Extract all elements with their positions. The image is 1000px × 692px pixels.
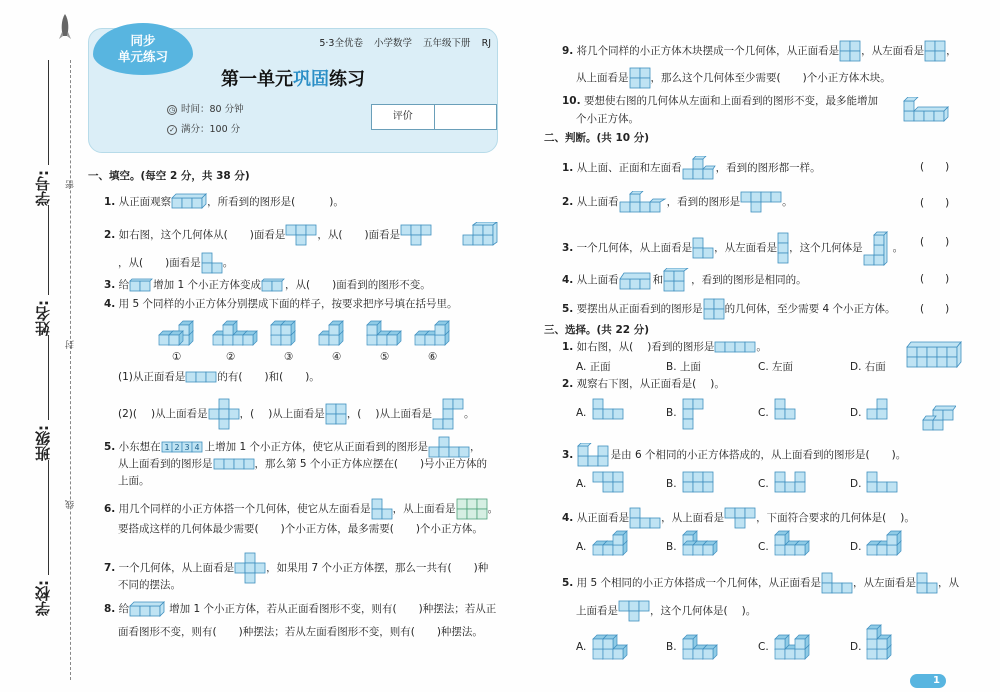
question-text: )从上面看是: [268, 408, 325, 420]
question-text: 。: [487, 503, 499, 515]
judge-5-answer[interactable]: ( ): [920, 303, 950, 315]
q4-figure-label: ④: [332, 351, 342, 363]
question-4-part-2: [118, 398, 475, 430]
choice-4-option-3[interactable]: D.: [850, 541, 862, 553]
score-text: 满分：100 分: [181, 124, 241, 135]
grade-value[interactable]: [435, 105, 497, 129]
cube-figure: [863, 230, 893, 266]
title-part: 第一单元: [221, 69, 293, 90]
question-4: [104, 297, 458, 311]
cube-figure: [577, 443, 611, 467]
q4-figure-label: ①: [172, 351, 182, 363]
option-figure: [592, 530, 628, 559]
question-text: )个小正方体。: [415, 523, 483, 535]
question-text: ，: [946, 45, 957, 57]
question-text: ，从上面看是: [392, 503, 456, 515]
clock-icon: ◷: [168, 105, 176, 114]
choice-1-d[interactable]: D. 右面: [850, 361, 886, 373]
cube-figure: [619, 191, 667, 213]
question-text: )。: [329, 196, 344, 208]
view-grid: [432, 398, 464, 430]
choice-3: [562, 443, 906, 467]
view-grid: [428, 436, 470, 458]
judge-4-answer[interactable]: ( ): [920, 273, 950, 285]
question-text: )个小正方体木块。: [802, 72, 891, 84]
question-text: 增加 1 个小正方体，若从正面看图形不变，则有(: [169, 603, 397, 615]
choice-3-option-1[interactable]: B.: [666, 478, 677, 490]
cube-figure: [619, 270, 653, 290]
question-text: ，那么这个几何体至少需要(: [650, 72, 781, 84]
question-text: ，从(: [118, 257, 144, 269]
question-text: 。: [782, 196, 793, 208]
option-figure: [774, 471, 806, 496]
choice-4: [562, 507, 915, 529]
page-title: [89, 65, 497, 91]
q4-figure-label: ②: [226, 351, 236, 363]
question-text: ，所看到的图形是(: [207, 196, 296, 208]
question-text: 用 5 个相同的小正方体搭成一个几何体，从正面看是: [576, 577, 821, 589]
question-text: ，这个几何体是: [789, 242, 863, 254]
question-number: 5.: [104, 441, 116, 453]
choice-4-option-1[interactable]: B.: [666, 541, 677, 553]
view-grid: [618, 600, 650, 622]
cube-number: 3: [184, 443, 190, 452]
grade-label: 评价: [372, 105, 435, 129]
view-grid: [201, 252, 223, 274]
question-6-cont: [118, 522, 483, 536]
question-2: [104, 224, 432, 246]
option-figure: [774, 398, 796, 423]
grade-box: [371, 104, 497, 130]
question-text: ，下面符合要求的几何体是(: [756, 512, 887, 524]
view-grid: [325, 403, 347, 425]
choice-5-option-2[interactable]: C.: [758, 641, 769, 653]
question-text: )。: [900, 512, 915, 524]
choice-4-option-0[interactable]: A.: [576, 541, 587, 553]
view-grid: [924, 40, 946, 62]
figure-q2: [462, 222, 500, 248]
choice-2-option-1[interactable]: B.: [666, 407, 677, 419]
question-text: 上面看是: [576, 605, 618, 617]
q4-figure-label: ⑤: [380, 351, 390, 363]
cube-figure: [129, 601, 169, 617]
binding-strip: [0, 0, 80, 692]
option-figure: [682, 634, 718, 663]
view-grid: [821, 572, 853, 594]
judge-4: [562, 268, 807, 292]
question-text: ，从(: [285, 279, 311, 291]
question-text: 给: [118, 603, 130, 615]
title-highlight: 巩固: [293, 69, 329, 90]
question-number: 2.: [562, 378, 574, 390]
question-text: 。: [222, 257, 234, 269]
question-9-cont: [576, 67, 891, 89]
question-text: 一个几何体，从上面看是: [118, 562, 235, 574]
question-text: )种摆法；若从正: [418, 603, 497, 615]
question-text: )从上面看是: [150, 408, 208, 420]
question-text: )面看是: [364, 229, 401, 241]
question-number: 3.: [562, 242, 574, 254]
question-text: )和(: [264, 371, 284, 383]
option-figure: [866, 398, 888, 423]
field-line: [48, 205, 49, 295]
choice-5-option-3[interactable]: D.: [850, 641, 862, 653]
question-text: 。: [464, 408, 475, 420]
book-edition: RJ: [481, 38, 491, 49]
cube-figure: [129, 278, 153, 292]
q4-figure: [212, 320, 258, 349]
question-text: )种摆法；若从左面看图形不变，则有(: [238, 626, 415, 638]
figure-choice-1: [906, 340, 964, 370]
choice-1: [562, 340, 767, 354]
option-figure: [866, 471, 898, 496]
question-text: 上增加 1 个小正方体，使它从正面看到的图形是: [204, 441, 428, 453]
question-text: 如右图，从(: [576, 341, 634, 353]
question-text: 面看图形不变，则有(: [118, 626, 217, 638]
question-number: 4.: [562, 274, 574, 286]
field-class: 班级:: [34, 425, 52, 461]
question-text: 从上面看: [576, 274, 619, 286]
choice-5-option-0[interactable]: A.: [576, 641, 587, 653]
badge-line: 单元练习: [117, 49, 168, 64]
question-text: 将几个同样的小正方体木块摆成一个几何体，从正面看是: [576, 45, 840, 57]
choice-1-a[interactable]: A. 正面: [576, 361, 611, 373]
check-icon: ✓: [167, 125, 177, 135]
time-text: 时间：80 分钟: [181, 104, 244, 115]
question-text: 一个几何体，从上面看是: [576, 242, 693, 254]
question-text: ，从: [938, 577, 959, 589]
question-number: 5.: [562, 303, 574, 315]
view-grid: [692, 237, 714, 259]
view-grid: [629, 67, 651, 89]
field-line: [48, 60, 49, 165]
view-grid: [285, 224, 317, 246]
view-grid: [777, 232, 789, 264]
question-text: ，从左面看是: [714, 242, 778, 254]
q4-figure-label: ⑥: [428, 351, 438, 363]
question-text: 从上面看是: [576, 72, 629, 84]
option-figure: [682, 398, 704, 433]
option-figure: [774, 530, 810, 559]
question-text: 用 5 个同样的小正方体分别摆成下面的样子，按要求把序号填在括号里。: [118, 298, 458, 310]
question-text: )种摆法。: [436, 626, 483, 638]
question-number: 4.: [104, 298, 116, 310]
option-figure: [866, 624, 892, 663]
question-3: [104, 278, 431, 292]
question-text: 和: [652, 274, 664, 286]
q4-figure-label: ③: [284, 351, 294, 363]
choice-2-option-3[interactable]: D.: [850, 407, 862, 419]
question-text: 用几个同样的小正方体搭一个几何体，使它从左面看是: [118, 503, 371, 515]
question-text: ，看到的图形都一样。: [715, 162, 821, 174]
figure-q10: [903, 97, 955, 125]
question-number: 1.: [104, 196, 116, 208]
view-grid: [208, 398, 240, 430]
question-text: ，(: [346, 408, 362, 420]
question-text: 如右图，这个几何体从(: [118, 229, 228, 241]
time-limit: [167, 101, 244, 115]
question-text: )。: [305, 371, 320, 383]
question-7-cont: 不同的摆法。: [118, 579, 181, 591]
option-figure: [682, 471, 714, 496]
q4-figure: [366, 320, 412, 349]
field-line: [48, 460, 49, 575]
cube-figure: [682, 156, 716, 180]
question-text: 从上面、正面和左面看: [576, 162, 682, 174]
question-text: 从上面看到的图形是: [118, 458, 213, 470]
choice-3-option-0[interactable]: A.: [576, 478, 587, 490]
view-grid: [916, 572, 938, 594]
full-score: [167, 121, 240, 135]
question-8: [104, 601, 496, 617]
field-student-no: 学号:: [34, 170, 52, 206]
question-number: 6.: [104, 503, 116, 515]
view-grid: [234, 552, 266, 584]
rocket-icon: [58, 14, 72, 42]
question-10-cont: 个小正方体。: [576, 113, 639, 125]
choice-2-option-2[interactable]: C.: [758, 407, 769, 419]
q4-figure: [414, 320, 460, 349]
cut-line: [70, 60, 71, 680]
q4-figure: [270, 320, 316, 349]
question-number: 1.: [562, 341, 574, 353]
q4-figure: [318, 320, 364, 349]
option-figure: [866, 530, 902, 559]
field-name: 姓名:: [34, 300, 52, 336]
worksheet-header: [88, 28, 498, 153]
question-text: 的有(: [217, 371, 243, 383]
question-number: 7.: [104, 562, 116, 574]
question-text: 小东想在: [118, 441, 161, 453]
question-5-cont2: 上面。: [118, 475, 150, 487]
view-grid: [629, 507, 661, 529]
judge-3: [562, 230, 903, 266]
question-text: 给: [118, 279, 130, 291]
option-figure: [682, 530, 718, 559]
cube-number: 1: [164, 443, 170, 452]
question-text: )从上面看是: [375, 408, 433, 420]
question-8-cont: [118, 625, 483, 639]
question-text: )面看是: [249, 229, 286, 241]
question-text: ，如果用 7 个小正方体摆，那么一共有(: [266, 562, 452, 574]
question-text: )看到的图形是: [647, 341, 715, 353]
judge-2-answer[interactable]: ( ): [920, 197, 950, 209]
question-number: 5.: [562, 577, 574, 589]
question-text: 要摆出从正面看到的图形是: [576, 303, 703, 315]
question-5-cont: [118, 457, 487, 471]
judge-1-answer[interactable]: ( ): [920, 161, 950, 173]
cube-number: 2: [174, 443, 180, 452]
question-text: )种: [473, 562, 489, 574]
question-text: ，从(: [317, 229, 343, 241]
choice-3-option-2[interactable]: C.: [758, 478, 769, 490]
question-number: 2.: [562, 196, 574, 208]
judge-1: [562, 156, 821, 180]
question-text: 。: [892, 242, 904, 254]
judge-2: [562, 191, 793, 213]
book-subject: 小学数学: [374, 38, 413, 49]
cut-mark: 密: [66, 180, 76, 189]
question-text: 从正面观察: [118, 196, 172, 208]
question-text: )个小正方体，最多需要(: [280, 523, 394, 535]
question-10: [562, 94, 878, 108]
question-text: 。: [756, 341, 767, 353]
book-series: 5·3全优卷: [319, 38, 363, 49]
option-figure: [592, 634, 628, 663]
question-text: ，这个几何体是(: [650, 605, 728, 617]
cube-figure: [261, 278, 285, 292]
question-4-part-1: [118, 370, 320, 384]
question-text: 从正面看是: [576, 512, 630, 524]
choice-4-option-2[interactable]: C.: [758, 541, 769, 553]
view-grid: [724, 507, 756, 529]
view-grid: [400, 224, 432, 246]
question-text: ，那么第 5 个小正方体应摆在(: [254, 458, 398, 470]
q4-figure: [158, 320, 204, 349]
cut-mark: 封: [66, 340, 76, 349]
view-grid: [371, 498, 393, 520]
choice-2: [562, 377, 725, 391]
question-text: 是由 6 个相同的小正方体搭成的，从上面看到的图形是(: [610, 449, 870, 461]
question-text: ，: [470, 441, 481, 453]
question-1: [104, 193, 344, 211]
choice-5: [562, 572, 959, 594]
title-part: 练习: [329, 69, 365, 90]
view-grid: [456, 498, 488, 520]
choice-2-option-0[interactable]: A.: [576, 407, 587, 419]
field-line: [48, 335, 49, 420]
view-grid: [213, 458, 255, 470]
cube-figure: [663, 268, 691, 292]
badge-line: 同步: [130, 33, 156, 48]
choice-5-option-1[interactable]: B.: [666, 641, 677, 653]
option-figure: [774, 634, 810, 663]
field-school: 学校:: [34, 580, 52, 616]
question-number: 1.: [562, 162, 574, 174]
view-grid: [839, 40, 861, 62]
question-2-cont: [118, 252, 233, 274]
question-text: ，从左面看是: [853, 577, 916, 589]
book-grade: 五年级下册: [423, 38, 471, 49]
choice-5-cont: [576, 600, 756, 622]
question-text: ，看到的图形是相同的。: [691, 274, 807, 286]
choice-1-b[interactable]: B. 上面: [666, 361, 701, 373]
judge-5: [562, 298, 896, 320]
view-grid: [703, 298, 725, 320]
view-grid: [740, 191, 782, 213]
question-text: 的几何体，至少需要 4 个小正方体。: [724, 303, 896, 315]
judge-3-answer[interactable]: ( ): [920, 236, 950, 248]
question-number: 3.: [104, 279, 116, 291]
question-text: )。: [891, 449, 907, 461]
question-6: [104, 498, 498, 520]
question-number: 3.: [562, 449, 574, 461]
page-number: 1: [910, 674, 946, 688]
section-title-choice: 三、选择。(共 22 分): [544, 324, 650, 336]
question-text: )。: [741, 605, 757, 617]
figure-choice-2: [922, 398, 956, 432]
view-grid: [714, 341, 756, 353]
question-number: 8.: [104, 603, 116, 615]
question-text: )号小正方体的: [419, 458, 488, 470]
section-title-fill: 一、填空。(每空 2 分，共 38 分): [88, 170, 250, 182]
question-number: 2.: [104, 229, 116, 241]
question-text: ，从左面看是: [861, 45, 925, 57]
question-text: ，从上面看是: [661, 512, 725, 524]
cube-number: 4: [194, 443, 200, 452]
book-info: [311, 35, 491, 49]
question-text: )。: [710, 378, 725, 390]
question-number: 10.: [562, 95, 581, 107]
cut-mark: 线: [66, 500, 76, 509]
numbered-cubes: [161, 440, 205, 454]
option-figure: [592, 398, 624, 423]
question-text: )面看是: [165, 257, 201, 269]
question-number: 4.: [562, 512, 574, 524]
option-figure: [592, 471, 624, 496]
choice-3-option-3[interactable]: D.: [850, 478, 862, 490]
question-text: 从上面看: [576, 196, 619, 208]
question-5: [104, 436, 481, 458]
question-text: 观察右下图，从正面看是(: [576, 378, 697, 390]
question-9: [562, 40, 957, 62]
question-text: )面看到的图形不变。: [332, 279, 431, 291]
question-text: 要想使右图的几何体从左面和上面看到的图形不变，最多能增加: [583, 95, 878, 107]
question-text: (2)(: [118, 408, 137, 420]
question-text: (1)从正面看是: [118, 371, 186, 383]
question-text: 增加 1 个小正方体变成: [153, 279, 261, 291]
cube-figure: [171, 193, 207, 211]
section-title-judge: 二、判断。(共 10 分): [544, 132, 650, 144]
question-text: ，看到的图形是: [666, 196, 741, 208]
question-text: ，(: [239, 408, 255, 420]
question-text: 要搭成这样的几何体最少需要(: [118, 523, 259, 535]
choice-1-c[interactable]: C. 左面: [758, 361, 794, 373]
question-number: 9.: [562, 45, 574, 57]
view-grid: [185, 371, 217, 383]
